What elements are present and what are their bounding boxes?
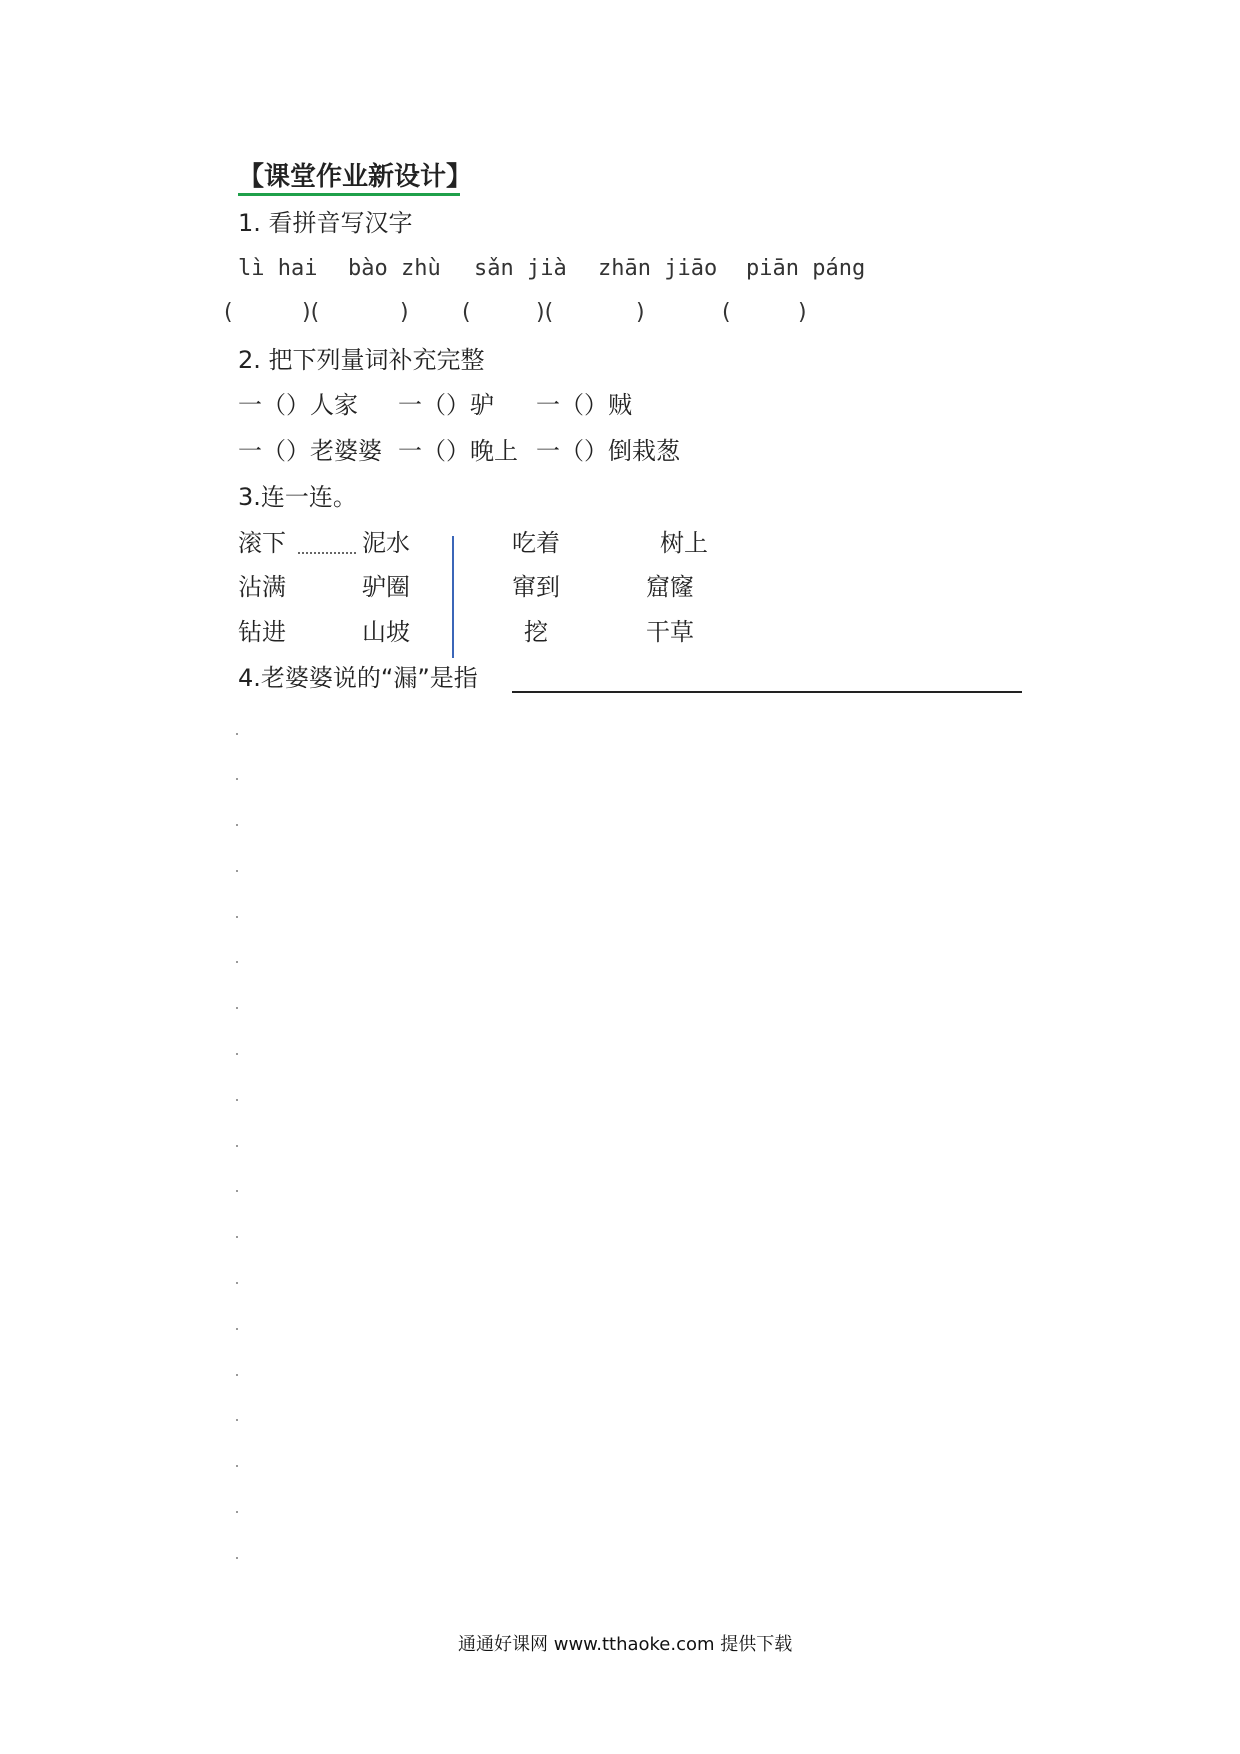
title-underline: [238, 193, 460, 196]
answer-blank-join: )(: [302, 300, 320, 325]
match-left-object: 驴圈: [362, 573, 410, 601]
margin-dot: [236, 824, 238, 826]
margin-dot: [236, 1145, 238, 1147]
match-left-word: 滚下: [238, 529, 286, 557]
margin-dot: [236, 1236, 238, 1238]
q4-label: 4.老婆婆说的“漏”是指: [238, 664, 478, 692]
match-right-object: 窟窿: [646, 573, 694, 601]
margin-dot: [236, 778, 238, 780]
q3-label: 3.连一连。: [238, 483, 357, 511]
pinyin-3: sǎn jià: [474, 256, 567, 281]
q1-label: 1. 看拼音写汉字: [238, 209, 413, 237]
margin-dot: [236, 1557, 238, 1559]
q2-label: 2. 把下列量词补充完整: [238, 346, 485, 374]
margin-dot: [236, 1007, 238, 1009]
margin-dot: [236, 1282, 238, 1284]
pinyin-5: piān páng: [746, 256, 866, 281]
match-left-word: 沾满: [238, 573, 286, 601]
margin-dot: [236, 916, 238, 918]
answer-blank-close: ): [798, 300, 807, 325]
match-left-word: 钻进: [238, 618, 286, 646]
match-left-object: 泥水: [362, 529, 410, 557]
measure-word-item: 一（）老婆婆: [238, 437, 382, 465]
measure-word-item: 一（）驴: [398, 391, 494, 419]
margin-dot: [236, 1465, 238, 1467]
answer-blank-join: )(: [536, 300, 554, 325]
margin-dot: [236, 1419, 238, 1421]
answer-blank-open: (: [462, 300, 471, 325]
footer-text: 通通好课网 www.tthaoke.com 提供下载: [458, 1634, 793, 1655]
margin-dot: [236, 1099, 238, 1101]
margin-dot: [236, 1190, 238, 1192]
match-right-word: 挖: [524, 618, 548, 646]
pinyin-1: lì hai: [238, 256, 318, 281]
measure-word-item: 一（）晚上: [398, 437, 518, 465]
match-right-word: 窜到: [512, 573, 560, 601]
margin-dot: [236, 870, 238, 872]
match-right-word: 吃着: [512, 529, 560, 557]
match-right-object: 树上: [660, 529, 708, 557]
pinyin-2: bào zhù: [348, 256, 441, 281]
measure-word-item: 一（）人家: [238, 391, 358, 419]
section-title: 【课堂作业新设计】: [238, 162, 473, 192]
measure-word-item: 一（）倒栽葱: [536, 437, 680, 465]
margin-dot: [236, 1511, 238, 1513]
dotted-leader: [298, 552, 356, 554]
column-divider: [452, 536, 454, 658]
answer-blank-open: (: [722, 300, 731, 325]
match-left-object: 山坡: [362, 618, 410, 646]
margin-dot: [236, 961, 238, 963]
margin-dot: [236, 1374, 238, 1376]
answer-blank-close: ): [636, 300, 645, 325]
pinyin-4: zhān jiāo: [598, 256, 718, 281]
margin-dot: [236, 1328, 238, 1330]
answer-line: [512, 691, 1022, 693]
margin-dot: [236, 1053, 238, 1055]
margin-dot: [236, 733, 238, 735]
answer-blank-open: (: [224, 300, 233, 325]
match-right-object: 干草: [646, 618, 694, 646]
measure-word-item: 一（）贼: [536, 391, 632, 419]
answer-blank-close: ): [400, 300, 409, 325]
